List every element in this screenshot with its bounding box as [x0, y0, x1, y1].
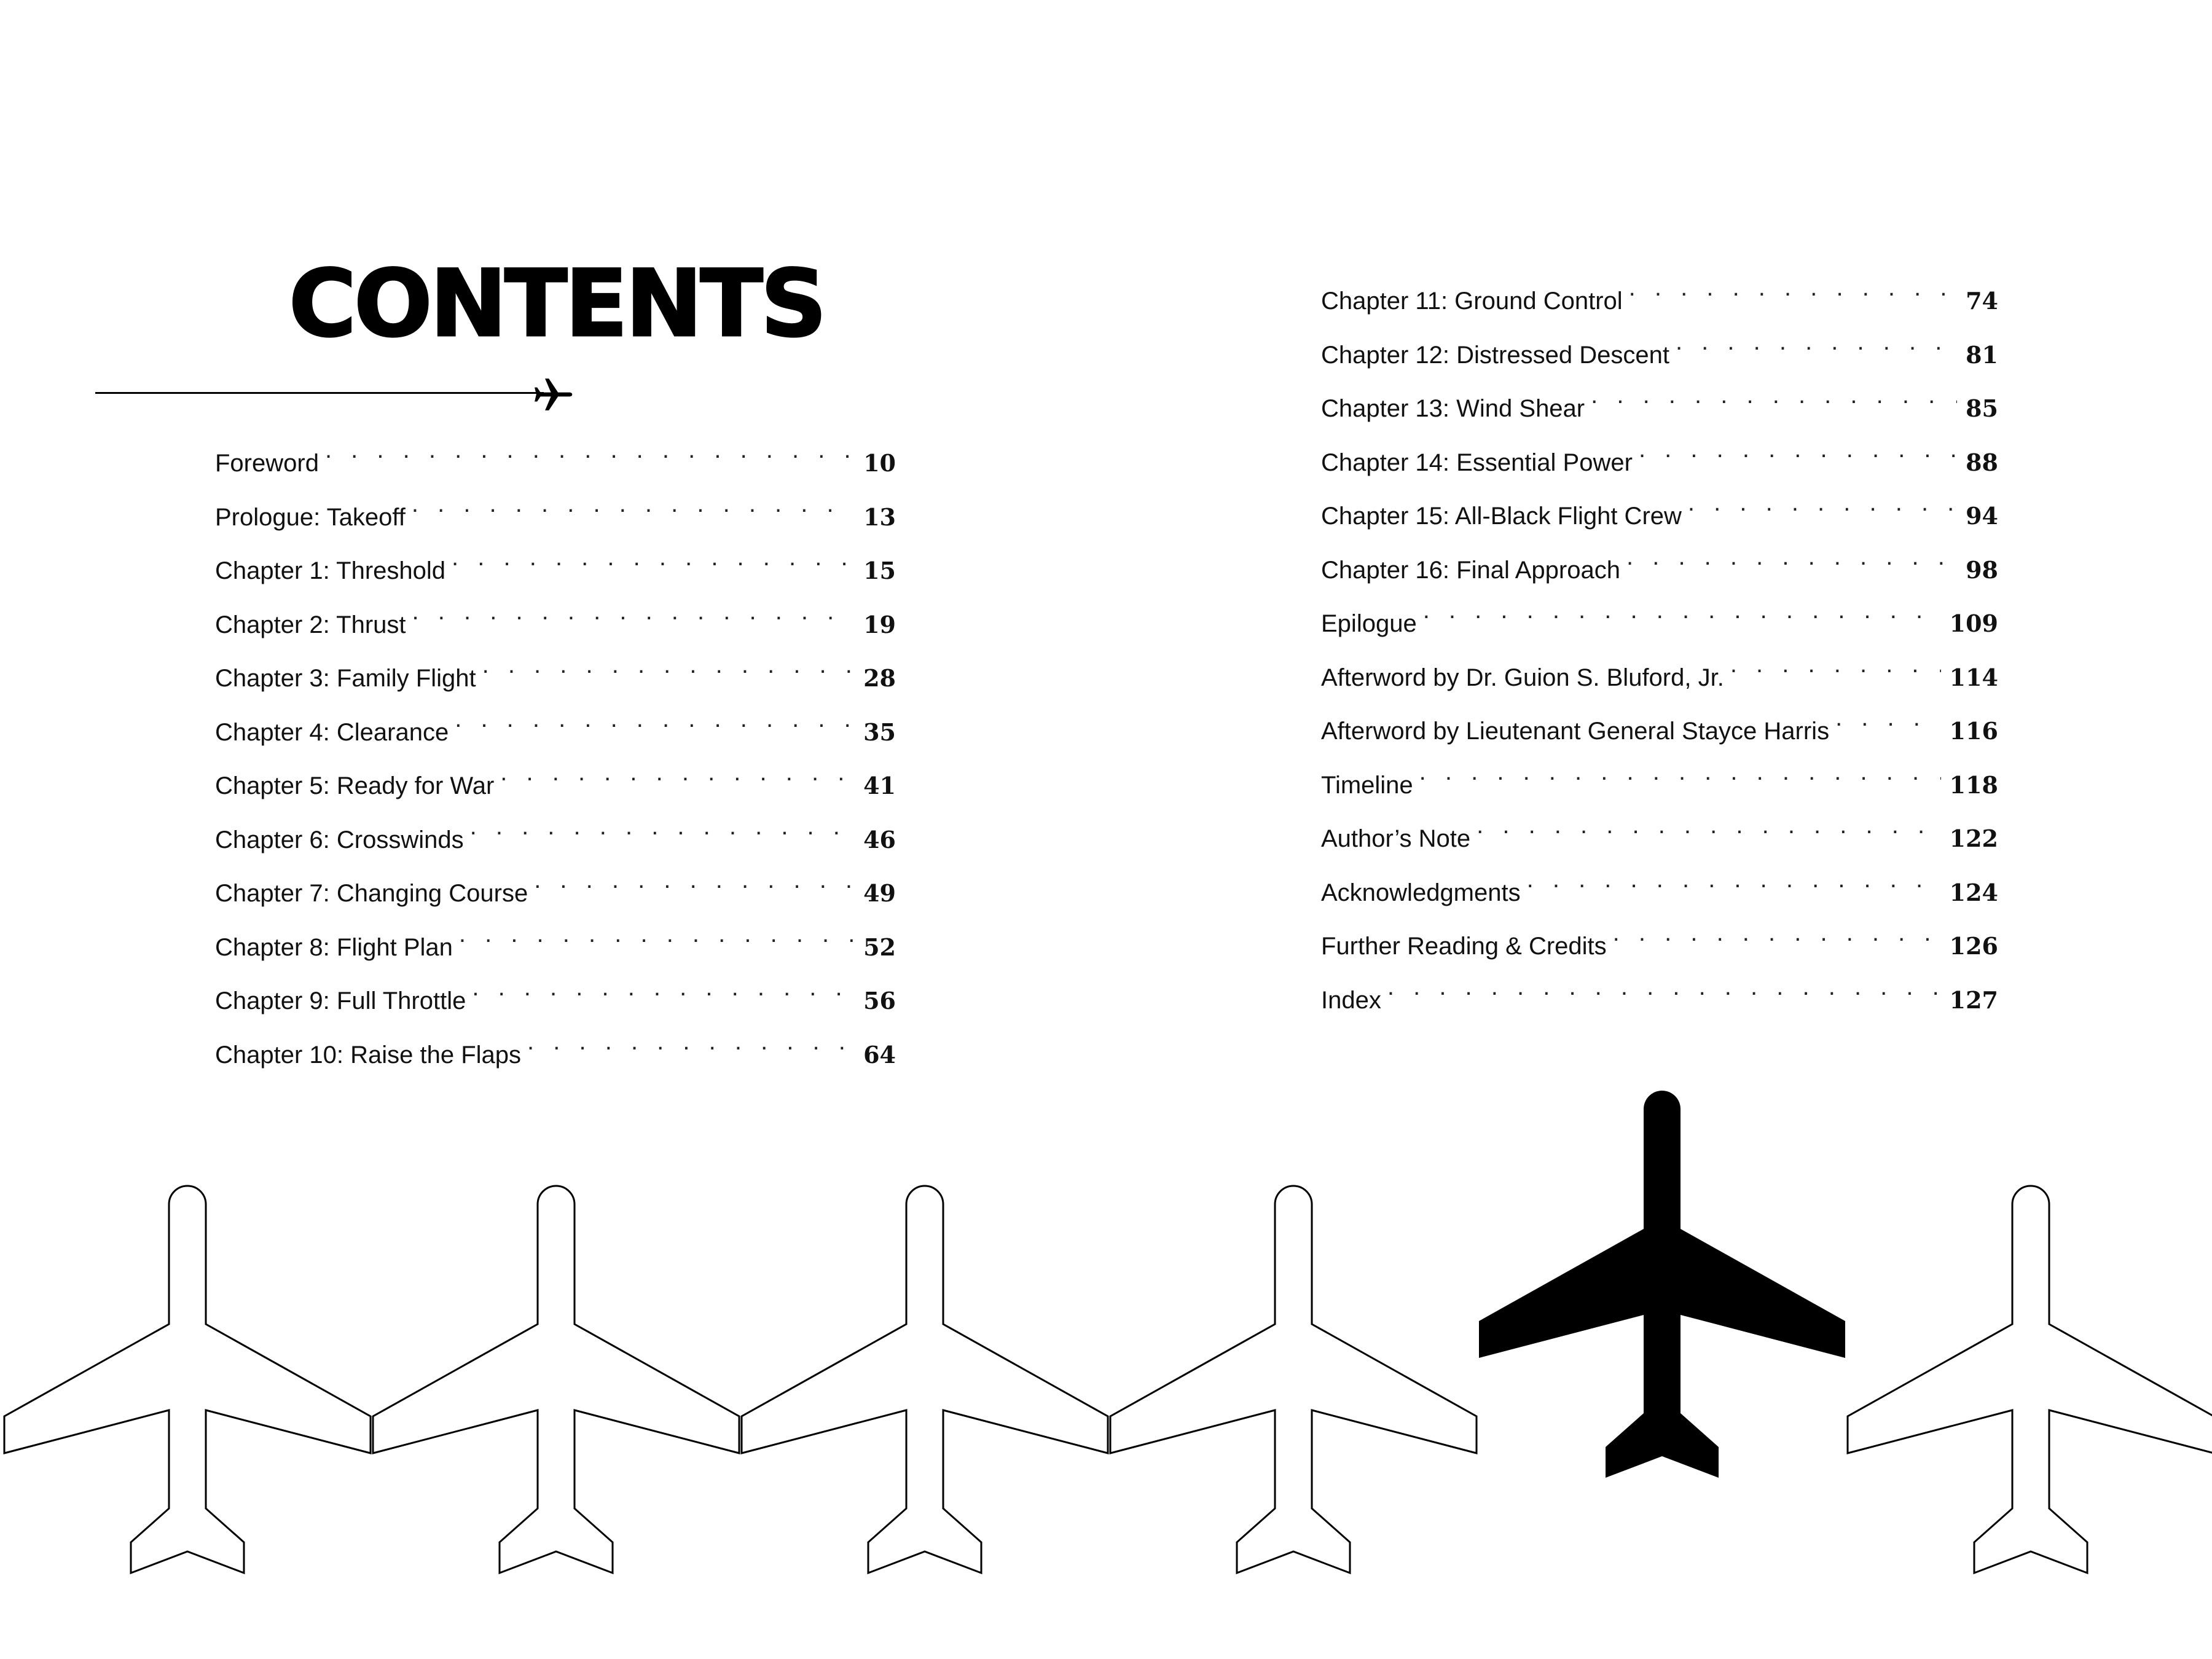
toc-entry-page: 64: [863, 1040, 896, 1069]
toc-dot-leader: [1730, 643, 1941, 686]
toc-entry-label: Chapter 15: All-Black Flight Crew: [1321, 503, 1682, 530]
toc-dot-leader: [1613, 911, 1941, 954]
toc-entry-label: Afterword by Lieutenant General Stayce Harris: [1321, 718, 1830, 745]
toc-dot-leader: [470, 805, 855, 848]
toc-entry-label: Chapter 1: Threshold: [215, 557, 446, 584]
toc-entry-label: Foreword: [215, 450, 319, 477]
toc-entry-label: Acknowledgments: [1321, 879, 1521, 906]
toc-dot-leader: [534, 858, 855, 901]
toc-entry-label: Chapter 16: Final Approach: [1321, 556, 1620, 584]
airplane-icon: [532, 374, 574, 415]
toc-entry-page: 124: [1949, 878, 1998, 906]
toc-entry-page: 74: [1966, 287, 1998, 315]
toc-dot-leader: [1688, 481, 1957, 524]
toc-entry-page: 98: [1966, 555, 1998, 584]
toc-dot-leader: [1419, 750, 1941, 793]
outline-airplane-icon: [742, 1186, 1108, 1573]
toc-entry[interactable]: [215, 697, 896, 746]
toc-entry[interactable]: [1321, 320, 1998, 369]
toc-entry[interactable]: [215, 428, 896, 477]
toc-entry[interactable]: [1321, 804, 1998, 852]
toc-entry-label: Chapter 14: Essential Power: [1321, 449, 1633, 476]
toc-entry[interactable]: [215, 536, 896, 584]
toc-entry-page: 126: [1949, 932, 1998, 960]
toc-entry-page: 114: [1949, 663, 1998, 691]
outline-airplane-icon: [373, 1186, 739, 1573]
toc-entry-page: 94: [1966, 502, 1998, 530]
toc-dot-leader: [1639, 428, 1957, 471]
toc-entry[interactable]: [1321, 696, 1998, 745]
toc-dot-leader: [1835, 696, 1941, 739]
toc-entry-label: Prologue: Takeoff: [215, 503, 406, 531]
toc-entry[interactable]: [215, 751, 896, 799]
toc-entry-page: 116: [1949, 717, 1998, 745]
toc-entry-label: Chapter 3: Family Flight: [215, 665, 476, 692]
toc-entry-label: Chapter 2: Thrust: [215, 611, 406, 638]
toc-entry-label: Chapter 4: Clearance: [215, 718, 449, 746]
toc-entry-label: Timeline: [1321, 771, 1413, 799]
toc-entry[interactable]: [1321, 481, 1998, 530]
toc-dot-leader: [1477, 804, 1941, 847]
toc-entry[interactable]: [215, 1020, 896, 1069]
solid-airplane-icon: [1479, 1091, 1845, 1478]
toc-entry-page: 49: [863, 879, 896, 907]
toc-entry-page: 46: [863, 825, 896, 853]
toc-entry-page: 28: [863, 664, 896, 692]
toc-entry-label: Chapter 11: Ground Control: [1321, 288, 1623, 315]
toc-dot-leader: [412, 482, 855, 525]
toc-entry[interactable]: [1321, 858, 1998, 906]
toc-entry-page: 88: [1966, 448, 1998, 476]
toc-dot-leader: [527, 1020, 855, 1063]
toc-entry-page: 127: [1949, 986, 1998, 1014]
toc-entry-label: Epilogue: [1321, 610, 1417, 637]
toc-dot-leader: [482, 643, 855, 686]
toc-entry-page: 13: [863, 503, 896, 531]
outline-airplane-icon: [1110, 1186, 1477, 1573]
toc-dot-leader: [500, 751, 855, 794]
outline-airplane-icon: [1848, 1186, 2212, 1573]
toc-entry-page: 85: [1966, 394, 1998, 422]
toc-dot-leader: [455, 697, 855, 740]
toc-entry[interactable]: [215, 482, 896, 531]
contents-title: CONTENTS: [289, 251, 825, 358]
toc-dot-leader: [459, 912, 855, 955]
toc-entry-label: Chapter 5: Ready for War: [215, 772, 495, 799]
toc-entry-page: 52: [863, 933, 896, 961]
toc-entry-label: Afterword by Dr. Guion S. Bluford, Jr.: [1321, 664, 1724, 691]
toc-entry-page: 15: [863, 557, 896, 584]
toc-entry-label: Chapter 8: Flight Plan: [215, 933, 453, 961]
toc-dot-leader: [472, 966, 855, 1009]
title-rule: [95, 392, 544, 394]
toc-dot-leader: [1527, 858, 1941, 901]
toc-entry-page: 122: [1949, 825, 1998, 852]
toc-entry-page: 41: [863, 772, 896, 799]
toc-dot-leader: [1387, 965, 1941, 1008]
toc-dot-leader: [412, 590, 855, 633]
toc-entry-label: Chapter 7: Changing Course: [215, 880, 528, 907]
toc-entry[interactable]: [1321, 428, 1998, 476]
toc-entry-page: 19: [863, 610, 896, 638]
toc-entry-label: Chapter 10: Raise the Flaps: [215, 1041, 522, 1069]
toc-entry-label: Further Reading & Credits: [1321, 933, 1607, 960]
toc-entry-page: 109: [1949, 610, 1998, 637]
toc-entry[interactable]: [215, 966, 896, 1014]
toc-entry[interactable]: [1321, 750, 1998, 799]
toc-entry-page: 118: [1949, 771, 1998, 799]
toc-entry-page: 10: [863, 449, 896, 477]
toc-entry-label: Chapter 9: Full Throttle: [215, 987, 466, 1014]
toc-entry[interactable]: [215, 590, 896, 638]
toc-entry-label: Index: [1321, 986, 1381, 1014]
toc-dot-leader: [1676, 320, 1957, 363]
toc-entry[interactable]: [215, 805, 896, 853]
toc-entry[interactable]: [215, 912, 896, 961]
toc-entry[interactable]: [1321, 374, 1998, 422]
toc-entry[interactable]: [1321, 911, 1998, 960]
toc-entry-page: 56: [863, 987, 896, 1014]
toc-entry-page: 81: [1966, 340, 1998, 369]
toc-entry[interactable]: [215, 643, 896, 692]
toc-entry-label: Chapter 12: Distressed Descent: [1321, 341, 1669, 369]
toc-entry-label: Chapter 13: Wind Shear: [1321, 395, 1585, 422]
outline-airplane-icon: [4, 1186, 371, 1573]
toc-dot-leader: [1591, 374, 1957, 417]
toc-entry[interactable]: [215, 858, 896, 907]
toc-entry-label: Chapter 6: Crosswinds: [215, 826, 464, 853]
toc-entry[interactable]: [1321, 266, 1998, 315]
toc-entry[interactable]: [1321, 535, 1998, 584]
toc-entry[interactable]: [1321, 965, 1998, 1014]
toc-dot-leader: [1423, 589, 1941, 632]
toc-entry[interactable]: [1321, 643, 1998, 691]
toc-dot-leader: [1629, 266, 1957, 309]
toc-entry-label: Author’s Note: [1321, 825, 1471, 852]
toc-entry-page: 35: [863, 718, 896, 746]
toc-dot-leader: [1626, 535, 1957, 578]
toc-dot-leader: [325, 428, 855, 471]
toc-entry[interactable]: [1321, 589, 1998, 637]
toc-dot-leader: [452, 536, 855, 579]
